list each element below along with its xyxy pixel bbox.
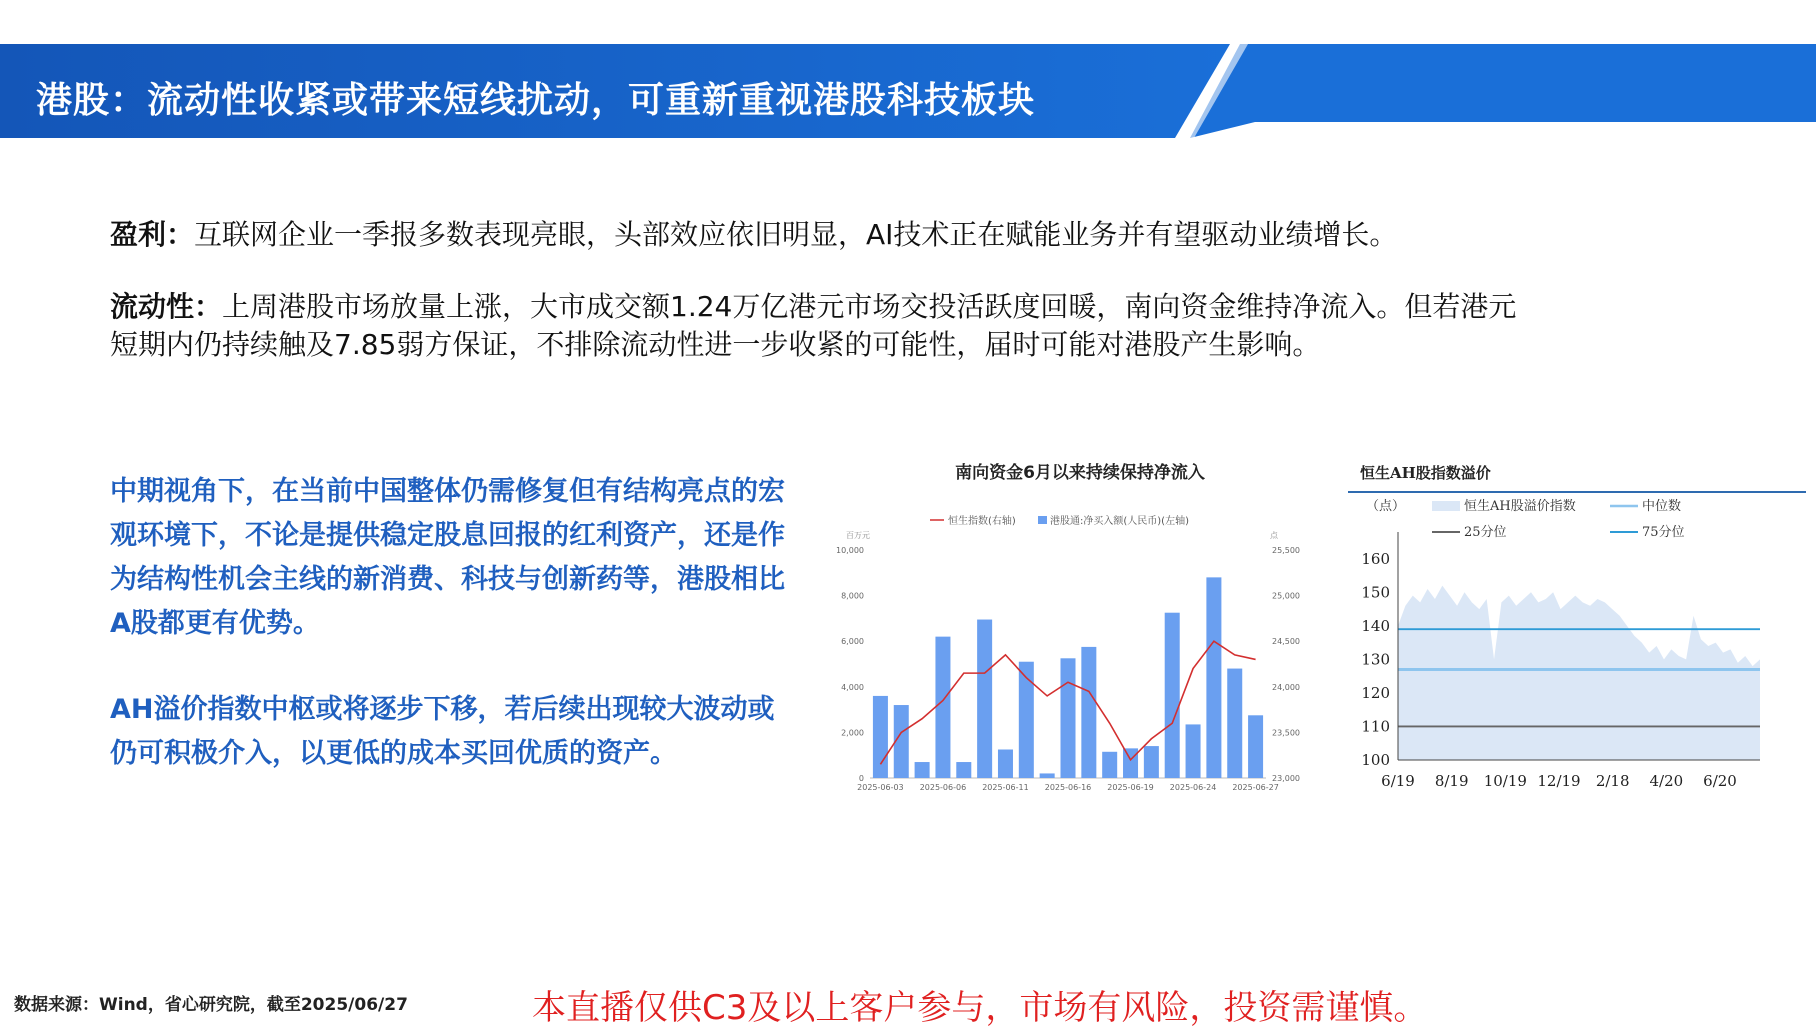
legend-ah-swatch [1432,501,1460,511]
right-tick-label: 24,000 [1272,682,1300,692]
liquidity-line1: 上周港股市场放量上涨，大市成交额1.24万亿港元市场交投活跃度回暖，南向资金维持净流入。但若港元 [222,290,1517,323]
chart2-title: 恒生AH股指数溢价 [1360,464,1491,482]
ah-premium-area [1398,586,1760,760]
x-tick-label: 2/18 [1595,772,1630,790]
disclaimer: 本直播仅供C3及以上客户参与，市场有风险，投资需谨慎。 [532,988,1428,1028]
x-tick-label: 2025-06-03 [857,783,904,792]
flow-bar [1081,647,1096,778]
chart1-title: 南向资金6月以来持续保持净流入 [955,463,1205,483]
page-title: 港股：流动性收紧或带来短线扰动，可重新重视港股科技板块 [36,80,1036,121]
left-tick-label: 10,000 [836,546,864,555]
left-unit-label: 百万元 [846,531,870,540]
flow-bar [1227,669,1242,778]
y-tick-label: 150 [1361,583,1390,602]
x-tick-label: 6/20 [1703,772,1737,790]
left-tick-label: 8,000 [841,591,864,601]
x-tick-label: 2025-06-24 [1169,783,1217,792]
y-tick-label: 160 [1361,549,1390,568]
flow-bar [998,750,1013,779]
southbound-flow-chart [830,450,1330,800]
x-tick-label: 2025-06-11 [982,783,1029,792]
y-tick-label: 140 [1361,616,1390,635]
y-tick-label: 100 [1361,751,1390,769]
x-tick-label: 2025-06-16 [1044,783,1092,792]
x-tick-label: 10/19 [1483,772,1527,790]
legend-p25-label: 25分位 [1464,525,1507,540]
left-tick-label: 0 [858,774,864,783]
x-tick-label: 12/19 [1537,772,1581,790]
flow-bar [1123,748,1138,778]
flow-bar [1186,724,1201,778]
y-tick-label: 120 [1361,683,1390,702]
right-tick-label: 23,000 [1272,774,1300,783]
flow-bar [1248,715,1263,778]
ah-premium-chart [1340,450,1812,800]
legend-bar-marker [1038,516,1047,524]
profit-paragraph [110,216,1397,254]
legend-flow-label: 港股通:净买入额(人民币)(左轴) [1050,516,1189,527]
right-tick-label: 25,500 [1272,546,1300,555]
y-tick-label: 130 [1361,650,1390,669]
liquidity-label: 流动性： [110,290,223,323]
profit-label: 盈利： [110,218,195,251]
left-tick-label: 4,000 [841,682,864,692]
flow-bar [1165,613,1180,778]
note-midterm: 中期视角下，在当前中国整体仍需修复但有结构亮点的宏观环境下，不论是提供稳定股息回报的红利资产，还是作为结构性机会主线的新消费、科技与创新药等，港股相比A股都更有优势。 [110,476,785,639]
x-tick-label: 4/20 [1649,772,1684,790]
flow-bar [977,620,992,778]
flow-bar [873,696,888,778]
right-tick-label: 23,500 [1272,728,1300,738]
legend-p75-label: 75分位 [1642,525,1685,540]
y-tick-label: 110 [1361,717,1390,736]
legend-median-label: 中位数 [1642,499,1682,514]
flow-bar [1060,658,1075,778]
flow-bar [915,762,930,778]
note-ah-premium: AH溢价指数中枢或将逐步下移，若后续出现较大波动或仍可积极介入，以更低的成本买回优质的资产。 [110,694,775,769]
flow-bar [1144,746,1159,778]
y-unit-label: （点） [1366,499,1406,514]
liquidity-line2: 短期内仍持续触及7.85弱方保证，不排除流动性进一步收紧的可能性，届时可能对港股产生影响。 [110,328,1321,361]
x-tick-label: 6/19 [1381,772,1415,790]
x-tick-label: 2025-06-19 [1107,783,1154,792]
data-source: 数据来源：Wind，省心研究院，截至2025/06/27 [14,995,408,1015]
left-tick-label: 2,000 [841,728,864,738]
right-unit-label: 点 [1270,531,1278,540]
flow-bar [1102,752,1117,778]
x-tick-label: 8/19 [1434,772,1469,790]
legend-hsi-label: 恒生指数(右轴) [948,516,1016,527]
flow-bar [956,762,971,778]
legend-ah-label: 恒生AH股溢价指数 [1464,499,1576,514]
x-tick-label: 2025-06-06 [919,783,967,792]
flow-bar [1206,577,1221,778]
profit-text: 互联网企业一季报多数表现亮眼，头部效应依旧明显，AI技术正在赋能业务并有望驱动业绩增长。 [194,218,1398,251]
flow-bar [1019,662,1034,778]
flow-bar [935,637,950,778]
right-tick-label: 25,000 [1272,591,1300,601]
left-tick-label: 6,000 [841,637,864,647]
flow-bar [1040,773,1055,778]
x-tick-label: 2025-06-27 [1232,783,1279,792]
liquidity-paragraph [110,288,1516,326]
right-tick-label: 24,500 [1272,637,1300,647]
